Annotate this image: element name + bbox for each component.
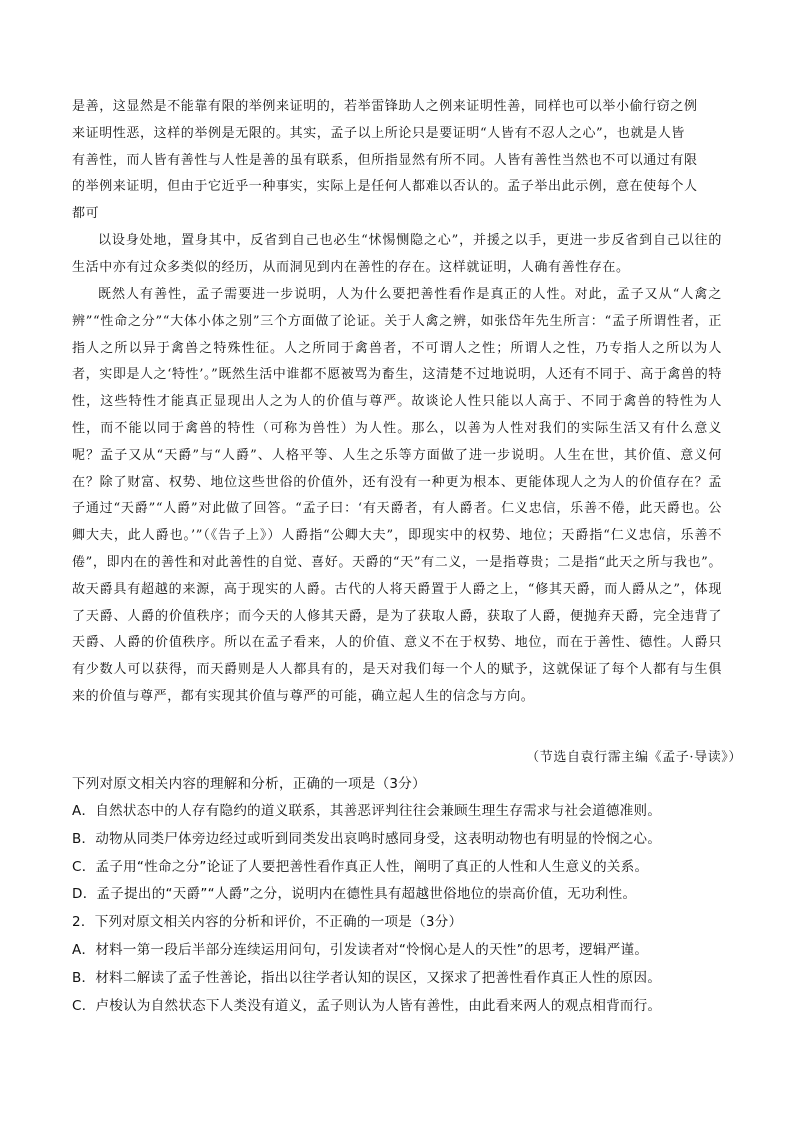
passage-paragraph-2: 以设身处地，置身其中，反省到自己也必生“怵惕恻隐之心”，并援之以手，更进一步反省到自己以往的生活中亦有过众多类似的经历，从而洞见到内在善性的存在。这样就证明，人确有善性存在。 (72, 233, 722, 275)
question-1-option-d[interactable]: D．孟子提出的“天爵”“人爵”之分，说明内在德性具有超越世俗地位的崇高价值，无功利性。 (72, 886, 637, 902)
question-2-option-c[interactable]: C．卢梭认为自然状态下人类没有道义，孟子则认为人皆有善性，由此看来两人的观点相背而行。 (72, 998, 662, 1014)
question-2-stem: 2．下列对原文相关内容的分析和评价，不正确的一项是（3分） (72, 914, 463, 930)
question-2-option-a[interactable]: A．材料一第一段后半部分连续运用问句，引发读者对“怜悯心是人的天性”的思考，逻辑严谨。 (72, 942, 649, 958)
question-1-stem: 下列对原文相关内容的理解和分析，正确的一项是（3分） (72, 776, 426, 792)
passage-line: 都可 (72, 206, 100, 222)
question-1-option-a[interactable]: A．自然状态中的人存有隐约的道义联系，其善恶评判往往会兼顾生理生存需求与社会道德准则。 (72, 803, 662, 819)
passage-line: 有善性，而人皆有善性与人性是善的虽有联系，但所指显然有所不同。人皆有善性当然也不可以通过有限 (72, 152, 698, 168)
passage-line: 来证明性恶，这样的举例是无限的。其实，孟子以上所论只是要证明“人皆有不忍人之心”，也就是人皆 (72, 125, 685, 141)
passage-source: （节选自袁行霈主编《孟子·导读》） (526, 750, 742, 765)
passage-paragraph-3: 既然人有善性，孟子需要进一步说明，人为什么要把善性看作是真正的人性。对此，孟子又从“人禽之辨”“性命之分”“大体小体之别”三个方面做了论证。关于人禽之辨，如张岱年先生所言：“孟子所谓性者，正指人之所以异于禽兽之特殊性征。人之所同于禽兽者，不可谓人之性；所谓人之性，乃专指人之所以为人者，实即是人之‘特性’。”既然生活中谁都不愿被骂为畜生，这清楚不过地说明，人还有不同于、高于禽兽的特性，这些特性才能真正显现出人之为人的价值与尊严。故谈论人性只能以人高于、不同于禽兽的特性为人性，而不能以同于禽兽的特性（可称为兽性）为人性。那么，以善为人性对我们的实际生活又有什么意义呢？孟子又从“天爵”与“人爵”、人格平等、人生之乐等方面做了进一步说明。人生在世，其价值、意义何在？除了财富、权势、地位这些世俗的价值外，还有没有一种更为根本、更能体现人之为人的价值存在？孟子通过“天爵”“人爵”对此做了回答。“孟子曰：‘有天爵者，有人爵者。仁义忠信，乐善不倦，此天爵也。公卿大夫，此人爵也。’”（《告子上》）人爵指“公卿大夫”，即现实中的权势、地位；天爵指“仁义忠信，乐善不倦”，即内在的善性和对此善性的自觉、喜好。天爵的“天”有二义，一是指尊贵；二是指“此天之所与我也”。故天爵具有超越的来源，高于现实的人爵。古代的人将天爵置于人爵之上，“修其天爵，而人爵从之”，体现了天爵、人爵的价值秩序；而今天的人修其天爵，是为了获取人爵，获取了人爵，便抛弃天爵，完全违背了天爵、人爵的价值秩序。所以在孟子看来，人的价值、意义不在于权势、地位，而在于善性、德性。人爵只有少数人可以获得，而天爵则是人人都具有的，是天对我们每一个人的赋予，这就保证了每个人都有与生俱来的价值与尊严，都有实现其价值与尊严的可能，确立起人生的信念与方向。 (72, 287, 722, 704)
passage-line: 是善，这显然是不能靠有限的举例来证明的，若举雷锋助人之例来证明性善，同样也可以举小偷行窃之例 (72, 99, 698, 114)
passage-paragraph-1 (72, 94, 722, 228)
passage-line: 的举例来证明，但由于它近乎一种事实，实际上是任何人都难以否认的。孟子举出此示例，意在使每个人 (72, 179, 698, 195)
question-1-option-c[interactable]: C．孟子用“性命之分”论证了人要把善性看作真正人性，阐明了真正的人性和人生意义的关系。 (72, 859, 649, 875)
question-2-option-b[interactable]: B．材料二解读了孟子性善论，指出以往学者认知的误区，又探求了把善性看作真正人性的原因。 (72, 970, 662, 986)
question-1-option-b[interactable]: B．动物从同类尸体旁边经过或听到同类发出哀鸣时感同身受，这表明动物也有明显的怜悯之心。 (72, 831, 662, 847)
